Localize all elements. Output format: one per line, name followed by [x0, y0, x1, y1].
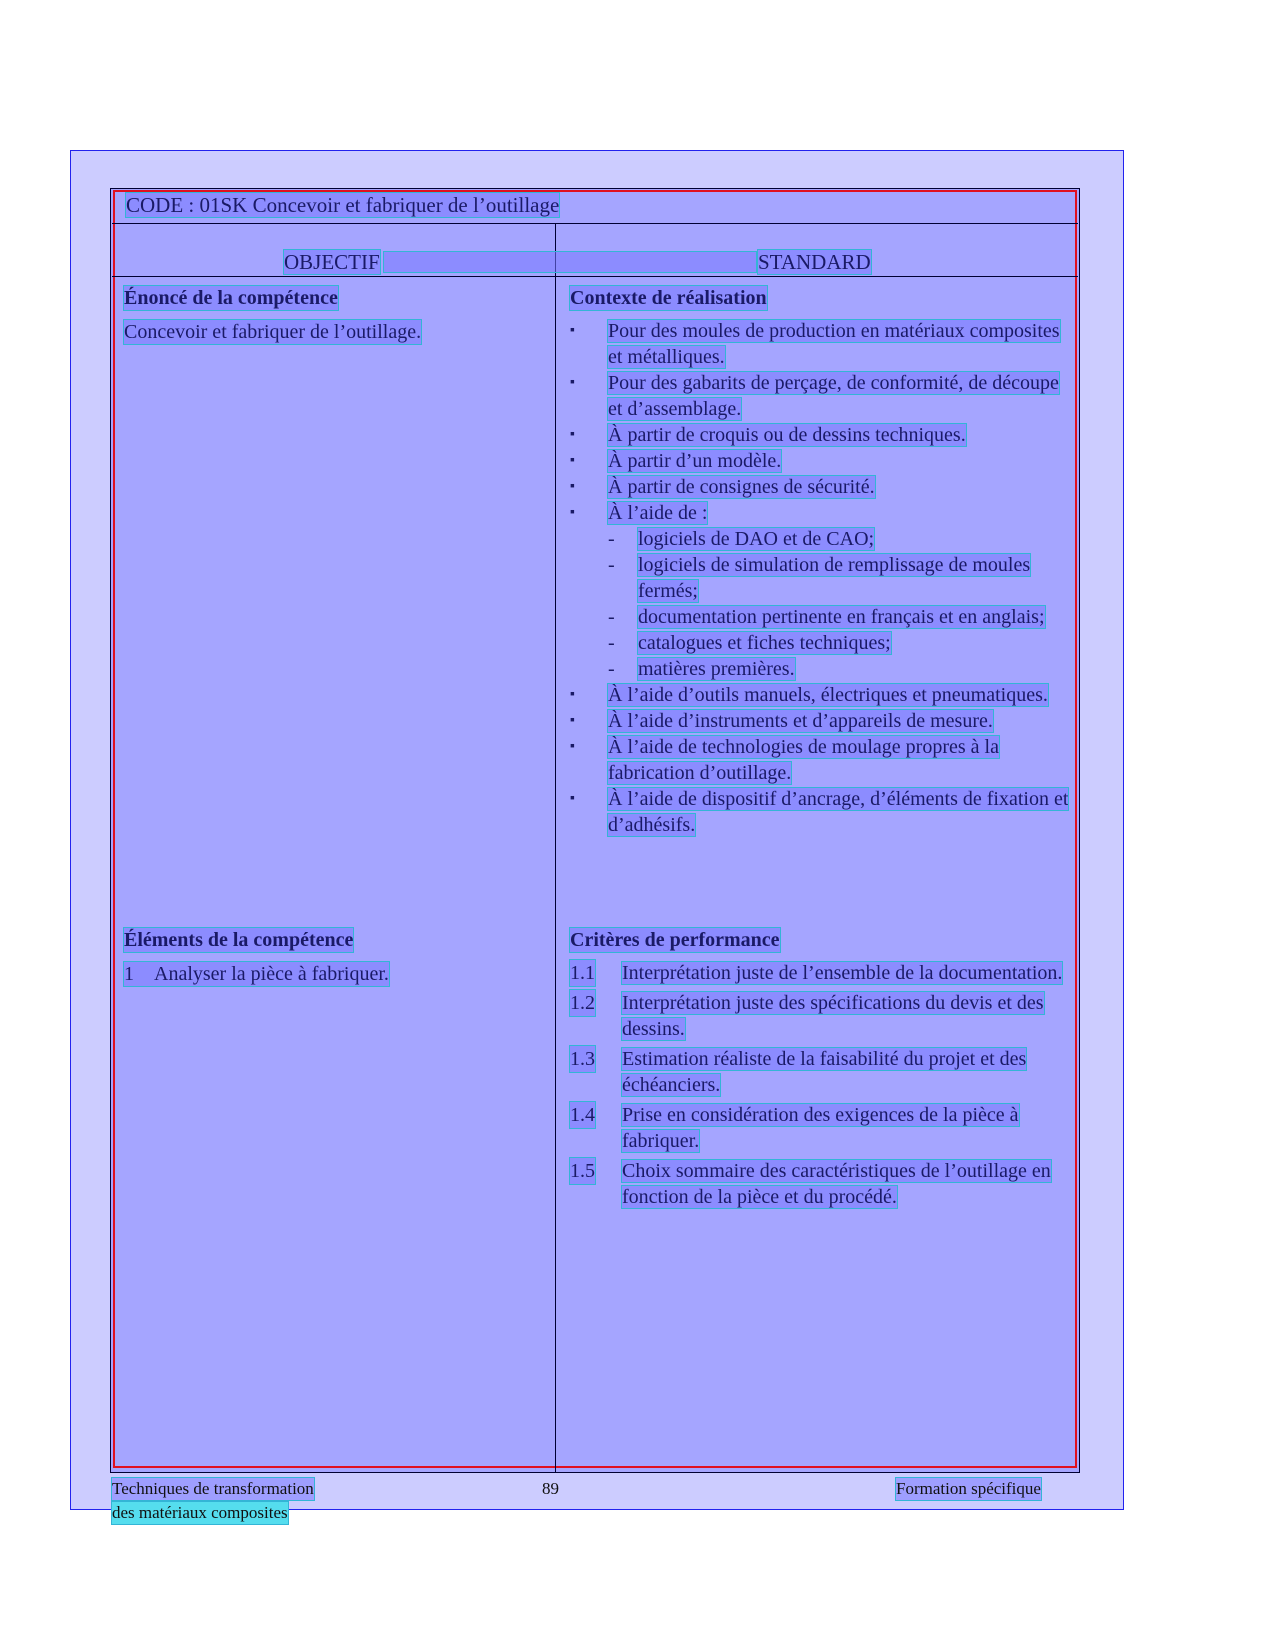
criteres-title: Critères de performance	[570, 929, 780, 951]
bullet-icon: ▪	[570, 427, 575, 442]
column-divider	[555, 223, 556, 1473]
list-item: ▪ À l’aide de dispositif d’ancrage, d’éléments de fixation et d’adhésifs.	[570, 788, 1069, 836]
contexte-section	[570, 286, 1070, 838]
footer-left-line1: Techniques de transformation	[112, 1479, 314, 1498]
bullet-icon: ▪	[570, 479, 575, 494]
bullet-icon: ▪	[570, 687, 575, 702]
list-item: ▪ À partir d’un modèle.	[570, 450, 782, 472]
element-text: Analyser la pièce à fabriquer.	[154, 963, 389, 985]
enonce-section	[124, 286, 554, 344]
bullet-icon: ▪	[570, 323, 575, 338]
footer-page-number: 89	[542, 1479, 559, 1498]
list-item: ▪ À l’aide d’instruments et d’appareils de mesure.	[570, 710, 993, 732]
elements-title: Éléments de la compétence	[124, 929, 354, 951]
rule-under-headers	[112, 276, 1078, 277]
list-item: 1.2 Interprétation juste des spécifications du devis et des dessins.	[570, 992, 1044, 1040]
sub-list-item: - documentation pertinente en français et en anglais;	[608, 606, 1045, 628]
list-item: ▪ Pour des moules de production en matériaux composites et métalliques.	[570, 320, 1060, 368]
sub-list-item: - matières premières.	[608, 658, 795, 680]
list-item: ▪ À l’aide d’outils manuels, électriques et pneumatiques.	[570, 684, 1048, 706]
footer-left-line2: des matériaux composites	[112, 1503, 288, 1522]
list-item: ▪ À partir de croquis ou de dessins techniques.	[570, 424, 966, 446]
header-highlight-bar	[384, 252, 756, 272]
sub-list-item: - catalogues et fiches techniques;	[608, 632, 891, 654]
contexte-list	[570, 318, 1070, 838]
bullet-icon: ▪	[570, 375, 575, 390]
element-item	[124, 962, 389, 986]
list-item: ▪ Pour des gabarits de perçage, de conformité, de découpe et d’assemblage.	[570, 372, 1059, 420]
dash-icon: -	[608, 528, 615, 550]
dash-icon: -	[608, 632, 615, 654]
list-item: 1.3 Estimation réaliste de la faisabilité du projet et des échéanciers.	[570, 1048, 1027, 1096]
list-item: ▪ À partir de consignes de sécurité.	[570, 476, 875, 498]
footer-right: Formation spécifique	[896, 1479, 1041, 1498]
list-item: 1.1 Interprétation juste de l’ensemble de la documentation.	[570, 962, 1063, 984]
code-title: CODE : 01SK Concevoir et fabriquer de l’outillage	[126, 193, 560, 217]
criteres-section	[570, 928, 1070, 1214]
sub-list-item: - logiciels de DAO et de CAO;	[608, 528, 875, 550]
header-objectif: OBJECTIF	[284, 250, 380, 274]
dash-icon: -	[608, 554, 615, 576]
header-standard: STANDARD	[758, 250, 871, 274]
bullet-icon: ▪	[570, 453, 575, 468]
sub-list-item: - logiciels de simulation de remplissage de moules fermés;	[608, 554, 1031, 602]
bullet-icon: ▪	[570, 739, 575, 754]
contexte-title: Contexte de réalisation	[570, 287, 767, 309]
rule-under-code	[112, 223, 1078, 224]
criteres-list	[570, 960, 1070, 1210]
bullet-icon: ▪	[570, 505, 575, 520]
element-number: 1	[124, 963, 134, 985]
list-item: ▪ À l’aide de :	[570, 502, 708, 524]
list-item: 1.4 Prise en considération des exigences de la pièce à fabriquer.	[570, 1104, 1019, 1152]
elements-section	[124, 928, 554, 986]
enonce-text: Concevoir et fabriquer de l’outillage.	[124, 321, 422, 343]
dash-icon: -	[608, 658, 615, 680]
enonce-title: Énoncé de la compétence	[124, 287, 338, 309]
list-item: ▪ À l’aide de technologies de moulage propres à la fabrication d’outillage.	[570, 736, 999, 784]
bullet-icon: ▪	[570, 713, 575, 728]
bullet-icon: ▪	[570, 791, 575, 806]
list-item: 1.5 Choix sommaire des caractéristiques de l’outillage en fonction de la pièce et du procédé.	[570, 1160, 1051, 1208]
dash-icon: -	[608, 606, 615, 628]
